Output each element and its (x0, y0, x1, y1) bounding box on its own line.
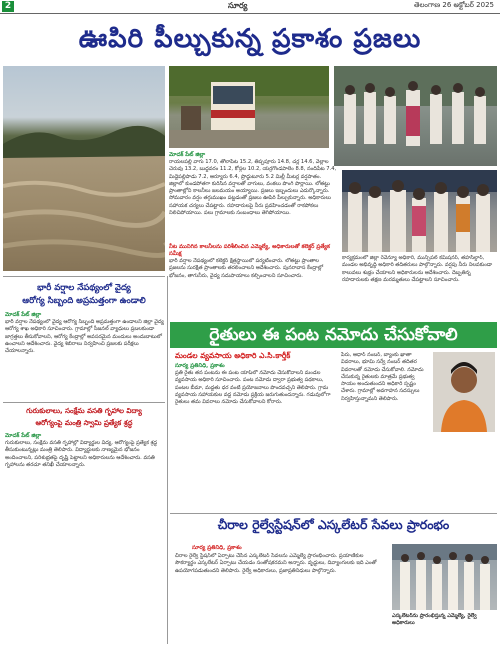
health-dateline: మోదక్ పేట్ జిల్లా (5, 312, 42, 318)
farmer-subhead: మండల వ్యవసాయ అధికారి ఎ.సి.కార్తీక్ (175, 351, 291, 360)
main-headline: ఊపిరి పీల్చుకున్న ప్రకాశం ప్రజలు (78, 24, 422, 54)
crowd-meeting-photo (342, 170, 497, 252)
main-story-red-subhead: నీట మునిగిన కాలనీలను పరిశీలించిన ఎమ్మెల్యే, అధికారులతో కలెక్టర్ ప్రత్యేక సమీక్ష (169, 244, 330, 257)
officials-group-photo (334, 66, 497, 166)
escalator-caption: ఎస్కలేటర్‌ను ప్రారంభిస్తున్న ఎమ్మెల్యే, రైల్వే అధికారులు (392, 613, 477, 627)
gurukul-headline-line1: గురుకులాలు, సంక్షేమ వసతి గృహాల విద్యా (26, 407, 142, 415)
gurukul-headline-line2: ఆరోగ్యంపై మంత్రి స్వామి ప్రత్యేక శ్రద్ధ (35, 419, 133, 427)
divider-left-1 (3, 276, 165, 277)
gurukul-body: గురుకులాలు, సంక్షేమ వసతి గృహాల్లో విద్యార్థుల విద్య, ఆరోగ్యంపై ప్రత్యేక శ్రద్ధ తీసుకుంటున్నట్లు మంత్రి తెలిపారు. విద్యార్థులకు నాణ్యమైన భోజనం అందించాలని, పరిశుభ్రతపై దృష్టి పెట్టాలని అధికారులను ఆదేశించారు. వసతి గృహాలను తరచూ తనిఖీ చేయాలన్నారు. (5, 440, 158, 468)
escalator-inauguration-photo (392, 544, 497, 610)
divider-left-2 (3, 402, 165, 403)
farmer-headline: రైతులు ఈ పంట నమోదు చేసుకోవాలి (209, 325, 458, 345)
officer-portrait (433, 352, 495, 432)
column-divider (167, 276, 168, 644)
farmer-body: ప్రతి రైతు తన పంటను ఈ పంట యాప్‌లో నమోదు చేసుకోవాలని మండల వ్యవసాయ అధికారి సూచించారు. పంట నమోదు ద్వారా ప్రభుత్వ పథకాలు, పంటల బీమా, మద్దతు ధర వంటి ప్రయోజనాలు పొందవచ్చని తెలిపారు. గ్రామ వ్యవసాయ సహాయకుల వద్ద నమోదు ప్రక్రియ జరుగుతుందన్నారు. గడువులోగా రైతులు తమ వివరాలు నమోదు చేసుకోవాలని కోరారు. (175, 370, 331, 406)
bus-flooded-road-photo (169, 66, 329, 148)
main-story-dateline: మోదక్ పేట్ జిల్లా (169, 152, 206, 158)
main-story-body: రాయలపల్లి వాగు 17.0, తోలాపేట 15.2, తిప్పపూరు 14.8, చర్ల 14.6, వెల్లాల చెరువు 13.2, బుద్దవరం 11.2, కోస్గల 10.2, యర్రగొండపాలెం 8.8, నందిపేట 7.4, మిద్దెపల్లిపాడు 7.2, ఆర్యూరు 6.4, ప్రొద్దుటూరు 5.2 మిల్లీ మీటర్ల వర్షపాతం. జిల్లాలో కుండపోతగా కురిసిన వర్షాలతో వాగులు, వంకలు పొంగి పొర్లాయి. లోతట్టు ప్రాంతాల్లోని కాలనీలు జలమయం అయ్యాయి. ప్రజలు ఇబ్బందులు ఎదుర్కొన్నారు. సోమవారం వర్షం తగ్గుముఖం పట్టడంతో ప్రజలు ఊపిరి పీల్చుకున్నారు. అధికారులు సహాయక చర్యలు చేపట్టారు. రహదారులపై నీరు ప్రవహించడంతో రాకపోకలు నిలిచిపోయాయి. పలు గ్రామాలకు సంబంధాలు తెగిపోయాయి. (169, 159, 337, 217)
farmer-dateline: సూర్య ప్రతినిధి, ప్రకాశం (175, 363, 225, 369)
health-body: భారీ వర్షాల నేపథ్యంలో వైద్య ఆరోగ్య సిబ్బంది అప్రమత్తంగా ఉండాలని జిల్లా వైద్య ఆరోగ్య శాఖ అధికారి సూచించారు. గ్రామాల్లో సీజనల్ వ్యాధులు ప్రబలకుండా జాగ్రత్తలు తీసుకోవాలని, ఆరోగ్య కేంద్రాల్లో అవసరమైన మందులు అందుబాటులో ఉంచాలని ఆదేశించారు. వైద్య శిబిరాలు నిర్వహించి ప్రజలకు పరీక్షలు చేయాలన్నారు. (5, 319, 164, 355)
flood-river-photo (3, 66, 165, 271)
escalator-headline: చీరాల రైల్వేస్టేషన్‌లో ఎస్కలేటర్ సేవలు ప్రారంభం (217, 517, 450, 532)
page-number: 2 (2, 1, 14, 12)
paper-name: సూర్య (228, 1, 248, 10)
escalator-dateline: సూర్య ప్రతినిధి, ప్రకాశం (192, 545, 242, 551)
header-date: తెలంగాణ 26 అక్టోబర్ 2025 (414, 1, 494, 9)
escalator-body: చీరాల రైల్వే స్టేషన్‌లో ఏర్పాటు చేసిన ఎస్కలేటర్ సేవలను ఎమ్మెల్యే ప్రారంభించారు. ప్రయాణికుల సౌకర్యార్థం ఎస్కలేటర్ ఏర్పాటు చేయడం సంతోషకరమని అన్నారు. వృద్ధులు, దివ్యాంగులకు ఇది ఎంతో ఉపయోగపడుతుందని తెలిపారు. రైల్వే అధికారులు, ప్రజాప్రతినిధులు పాల్గొన్నారు. (175, 553, 377, 574)
right-story-body: కార్యక్రమంలో జిల్లా రెవెన్యూ అధికారి, మున్సిపల్ కమిషనర్, తహసీల్దార్, మండల అభివృద్ధి అధికారి తదితరులు పాల్గొన్నారు. వర్షపు నీరు నిలవకుండా కాలువలు శుభ్రం చేయాలని అధికారులను ఆదేశించారు. దెబ్బతిన్న రహదారులకు తక్షణ మరమ్మతులు చేపట్టాలని సూచించారు. (342, 255, 493, 283)
gurukul-dateline: మోదక్ పేట్ జిల్లా (5, 433, 42, 439)
farmer-body-right: పేరు, ఆధార్ నంబర్, బ్యాంకు ఖాతా వివరాలు, భూమి సర్వే నంబర్ తదితర వివరాలతో నమోదు చేసుకోవాలి. నమోదు చేసుకున్న రైతులకు మాత్రమే ప్రభుత్వ సాయం అందుతుందని అధికారి స్పష్టం చేశారు. గ్రామాల్లో అవగాహన సదస్సులు నిర్వహిస్తున్నామని తెలిపారు. (341, 352, 424, 402)
main-story-body-2: భారీ వర్షాల నేపథ్యంలో కలెక్టర్ క్షేత్రస్థాయిలో పర్యటించారు. లోతట్టు ప్రాంతాల ప్రజలను సురక్షిత ప్రాంతాలకు తరలించాలని ఆదేశించారు. పునరావాస కేంద్రాల్లో భోజనం, తాగునీరు, వైద్య సదుపాయాలు కల్పించాలని సూచించారు. (169, 258, 324, 279)
health-headline-line2: ఆరోగ్య సిబ్బంది అప్రమత్తంగా ఉండాలి (22, 296, 146, 306)
health-headline-line1: భారీ వర్షాల నేపథ్యంలో వైద్య (37, 283, 131, 293)
